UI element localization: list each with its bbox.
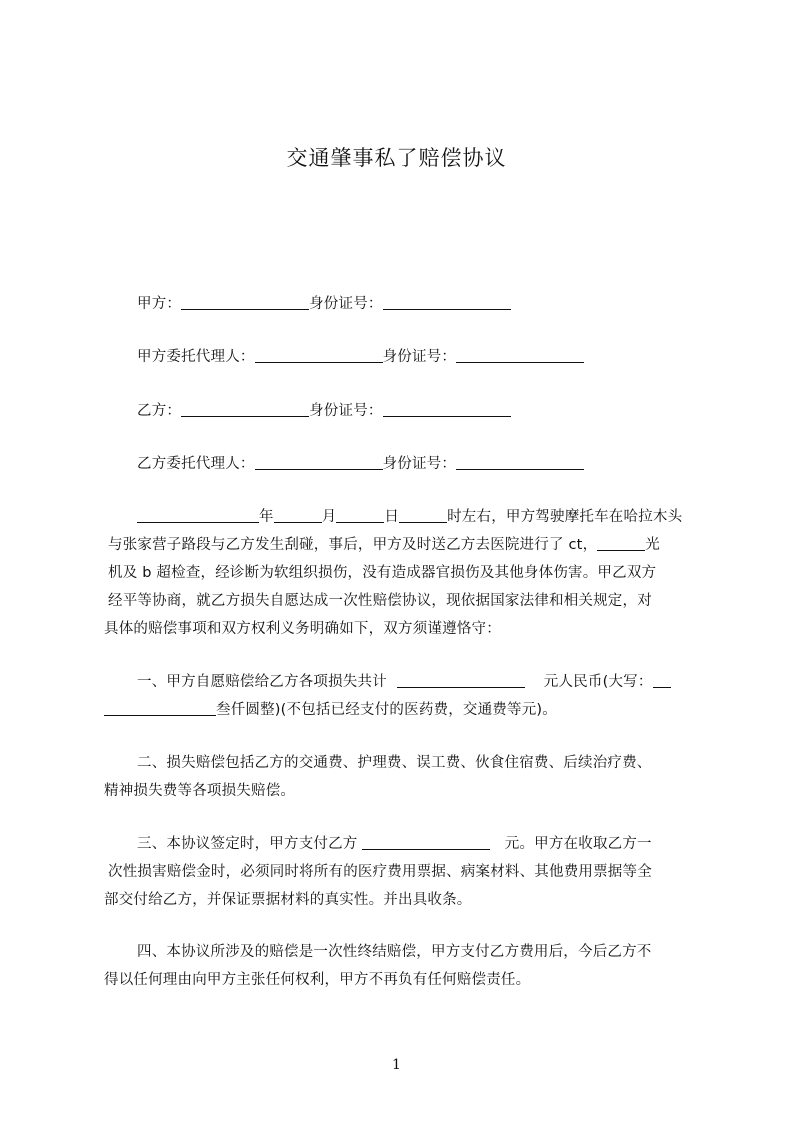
party-b-agent-name-blank <box>255 455 383 470</box>
party-b-agent-line <box>137 452 584 473</box>
party-a-agent-label: 甲方委托代理人： <box>137 349 255 365</box>
party-a-id-label: 身份证号： <box>309 296 383 312</box>
clause-3-line-2: 次性损害赔偿金时，必须同时将所有的医疗费用票据、病案材料、其他费用票据等全 <box>108 864 652 880</box>
intro-line-2-text: 与张家营子路段与乙方发生刮碰，事后，甲方及时送乙方去医院进行了 ct， <box>108 537 598 553</box>
document-title: 交通肇事私了赔偿协议 <box>286 146 507 170</box>
clause-4-line-1: 四、本协议所涉及的赔偿是一次性终结赔偿，甲方支付乙方费用后，今后乙方不 <box>137 944 652 960</box>
clause-3-text-a: 三、本协议签定时，甲方支付乙方 <box>137 836 358 852</box>
clause-1-text-b: 元人民币(大写： <box>543 674 653 690</box>
clause-3-line-1 <box>137 832 652 853</box>
month-label: 月 <box>321 509 337 525</box>
party-b-name-blank <box>181 402 309 417</box>
clause-1-text-c: 叁仟圆整)(不包括已经支付的医药费，交通费等元)。 <box>216 702 557 718</box>
intro-line-1-tail: 时左右，甲方驾驶摩托车在哈拉木头 <box>447 509 683 525</box>
hour-blank <box>399 508 447 523</box>
total-amount-blank <box>397 673 525 688</box>
payment-amount-blank <box>362 835 490 850</box>
party-a-label: 甲方： <box>137 296 182 312</box>
month-blank <box>274 508 322 523</box>
clause-1-line-1 <box>137 670 671 691</box>
intro-line-5: 具体的赔偿事项和双方权利义务明确如下，双方须谨遵恪守： <box>104 621 501 637</box>
date-blank <box>137 508 259 523</box>
amount-words-blank-a <box>653 673 671 688</box>
party-a-agent-line <box>137 345 584 366</box>
intro-line-3: 机及 b 超检查，经诊断为软组织损伤，没有造成器官损伤及其他身体伤害。甲乙双方 <box>108 565 657 581</box>
clause-4-line-2: 得以任何理由向甲方主张任何权利，甲方不再负有任何赔偿责任。 <box>104 972 531 988</box>
clause-1-line-2 <box>104 698 557 719</box>
intro-line-4: 经平等协商，就乙方损失自愿达成一次性赔偿协议，现依据国家法律和相关规定，对 <box>108 593 652 609</box>
amount-words-blank-b <box>104 701 216 716</box>
party-a-name-blank <box>181 295 309 310</box>
clause-1-text-a: 一、甲方自愿赔偿给乙方各项损失共计 <box>137 674 387 690</box>
clause-3-text-b: 元。甲方在收取乙方一 <box>504 836 652 852</box>
party-b-label: 乙方： <box>137 403 182 419</box>
party-b-line <box>137 399 511 420</box>
clause-3-line-3: 部交付给乙方，并保证票据材料的真实性。并出具收条。 <box>104 892 472 908</box>
party-b-agent-id-label: 身份证号： <box>382 456 457 472</box>
clause-2-line-1: 二、损失赔偿包括乙方的交通费、护理费、误工费、伙食住宿费、后续治疗费、 <box>137 755 652 771</box>
party-b-id-label: 身份证号： <box>309 403 383 419</box>
year-label: 年 <box>259 509 274 525</box>
party-a-id-blank <box>383 295 511 310</box>
intro-line-2-end: 光 <box>645 537 660 553</box>
day-blank <box>336 508 384 523</box>
party-a-line <box>137 292 511 313</box>
party-b-id-blank <box>383 402 511 417</box>
clause-2-line-2: 精神损失费等各项损失赔偿。 <box>104 783 296 799</box>
party-a-agent-id-blank <box>456 348 584 363</box>
party-a-agent-id-label: 身份证号： <box>382 349 457 365</box>
party-b-agent-label: 乙方委托代理人： <box>137 456 255 472</box>
intro-line-2 <box>108 533 660 554</box>
intro-line-1 <box>137 505 682 526</box>
page-number: 1 <box>392 1057 401 1073</box>
day-label: 日 <box>384 509 400 525</box>
party-b-agent-id-blank <box>456 455 584 470</box>
exam-blank <box>597 536 645 551</box>
party-a-agent-name-blank <box>255 348 383 363</box>
